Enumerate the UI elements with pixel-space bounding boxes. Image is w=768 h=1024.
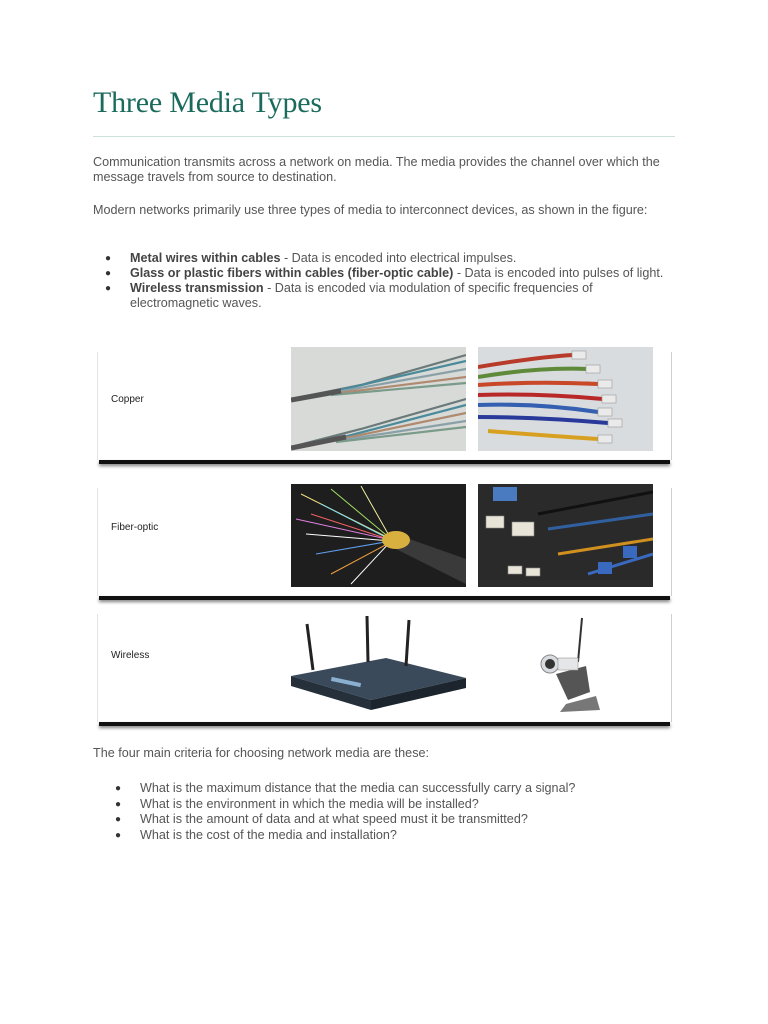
media-type-name: Metal wires within cables <box>130 251 281 265</box>
criteria-text: What is the environment in which the media will be installed? <box>140 796 479 811</box>
list-item: ● Wireless transmission - Data is encoded via modulation of specific frequencies of electromagnetic waves. <box>105 281 593 310</box>
criteria-text: What is the maximum distance that the media can successfully carry a signal? <box>140 781 576 795</box>
media-type-desc: - Data is encoded into pulses of light. <box>453 266 664 280</box>
wireless-router-image <box>291 614 466 718</box>
media-type-desc: - Data is encoded into electrical impulses. <box>280 251 517 265</box>
criteria-intro: The four main criteria for choosing network media are these: <box>93 746 429 760</box>
fiber-connectors-image <box>478 484 653 587</box>
criteria-list <box>93 781 675 843</box>
media-type-name: Wireless transmission <box>130 281 264 295</box>
copper-panel <box>97 352 670 468</box>
criteria-text: What is the cost of the media and installation? <box>140 827 397 842</box>
media-type-name: Glass or plastic fibers within cables (fiber-optic cable) <box>130 266 454 280</box>
copper-label: Copper <box>111 394 144 405</box>
list-item: ● What is the environment in which the media will be installed? <box>115 796 479 811</box>
wireless-webcam-image <box>478 614 653 718</box>
media-type-desc: - Data is encoded via modulation of specific frequencies of electromagnetic waves. <box>130 281 593 310</box>
wireless-label: Wireless <box>111 650 150 661</box>
media-types-list <box>93 251 675 311</box>
list-item: ● What is the amount of data and at what speed must it be transmitted? <box>115 812 528 826</box>
fiber-optic-panel <box>97 488 670 604</box>
fiber-optic-label: Fiber-optic <box>111 522 159 533</box>
criteria-text: What is the amount of data and at what speed must it be transmitted? <box>140 812 528 826</box>
fiber-strands-image <box>291 484 466 587</box>
intro-paragraph-2: Modern networks primarily use three types of media to interconnect devices, as shown in the figure: <box>93 203 648 217</box>
wireless-panel <box>97 614 670 730</box>
copper-patch-cables-image <box>478 347 653 451</box>
list-item: ● What is the cost of the media and installation? <box>115 827 397 842</box>
list-item: ● Metal wires within cables - Data is encoded into electrical impulses. <box>105 251 517 265</box>
list-item: ● Glass or plastic fibers within cables (fiber-optic cable) - Data is encoded into pulses of light. <box>105 266 664 280</box>
intro-paragraph-1: Communication transmits across a network on media. The media provides the channel over which the message travels from source to destination. <box>93 155 660 184</box>
page-title: Three Media Types <box>93 86 322 119</box>
copper-wires-image <box>291 347 466 451</box>
title-divider <box>93 136 675 137</box>
list-item: ● What is the maximum distance that the media can successfully carry a signal? <box>115 781 576 795</box>
